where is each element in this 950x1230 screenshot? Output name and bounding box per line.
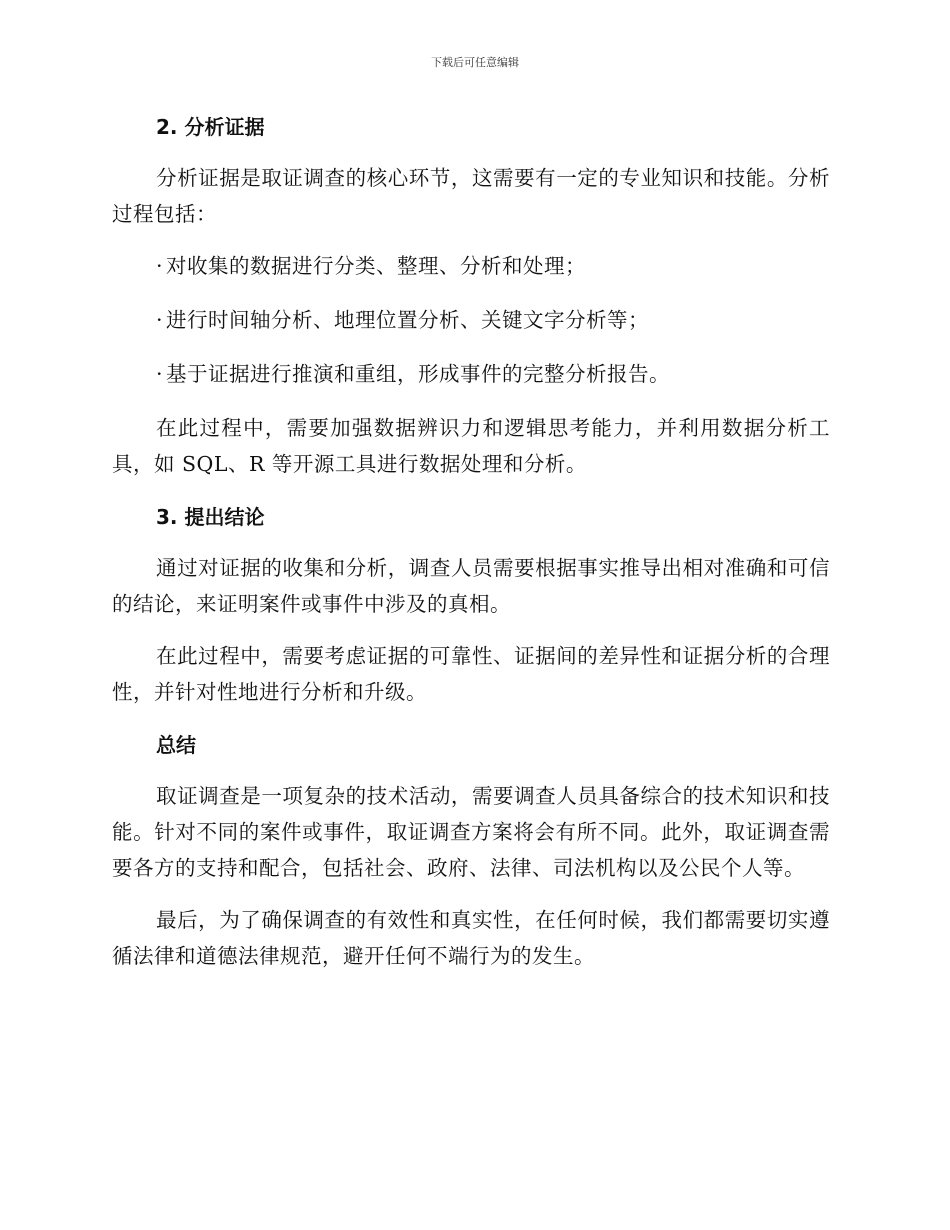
header-note: 下载后可任意编辑 — [431, 56, 519, 69]
bullet-dot-icon: · — [156, 308, 164, 332]
bullet-text: 基于证据进行推演和重组，形成事件的完整分析报告。 — [166, 362, 670, 386]
bullet-dot-icon: · — [156, 254, 164, 278]
section-heading-summary: 总结 — [156, 733, 196, 757]
paragraph: 取证调查是一项复杂的技术活动，需要调查人员具备综合的技术知识和技能。针对不同的案件或事件，取证调查方案将会有所不同。此外，取证调查需要各方的支持和配合，包括社会、政府、法律、司法机构以及公民个人等。 — [112, 784, 830, 880]
paragraph: 最后，为了确保调查的有效性和真实性，在任何时候，我们都需要切实遵循法律和道德法律规范，避开任何不端行为的发生。 — [112, 908, 830, 968]
section-heading-conclusion: 3. 提出结论 — [156, 505, 265, 529]
bullet-text: 对收集的数据进行分类、整理、分析和处理； — [166, 254, 586, 278]
bullet-dot-icon: · — [156, 362, 164, 386]
document-body — [112, 108, 830, 990]
bullet-item — [112, 302, 830, 338]
paragraph: 在此过程中，需要加强数据辨识力和逻辑思考能力，并利用数据分析工具，如 SQL、R 等开源工具进行数据处理和分析。 — [112, 416, 830, 476]
paragraph: 分析证据是取证调查的核心环节，这需要有一定的专业知识和技能。分析过程包括： — [112, 166, 830, 226]
section-heading-analyze-evidence: 2. 分析证据 — [156, 115, 265, 139]
bullet-text: 进行时间轴分析、地理位置分析、关键文字分析等； — [166, 308, 649, 332]
paragraph: 在此过程中，需要考虑证据的可靠性、证据间的差异性和证据分析的合理性，并针对性地进行分析和升级。 — [112, 644, 830, 704]
paragraph: 通过对证据的收集和分析，调查人员需要根据事实推导出相对准确和可信的结论，来证明案件或事件中涉及的真相。 — [112, 556, 830, 616]
bullet-item — [112, 356, 830, 392]
bullet-item — [112, 248, 830, 284]
